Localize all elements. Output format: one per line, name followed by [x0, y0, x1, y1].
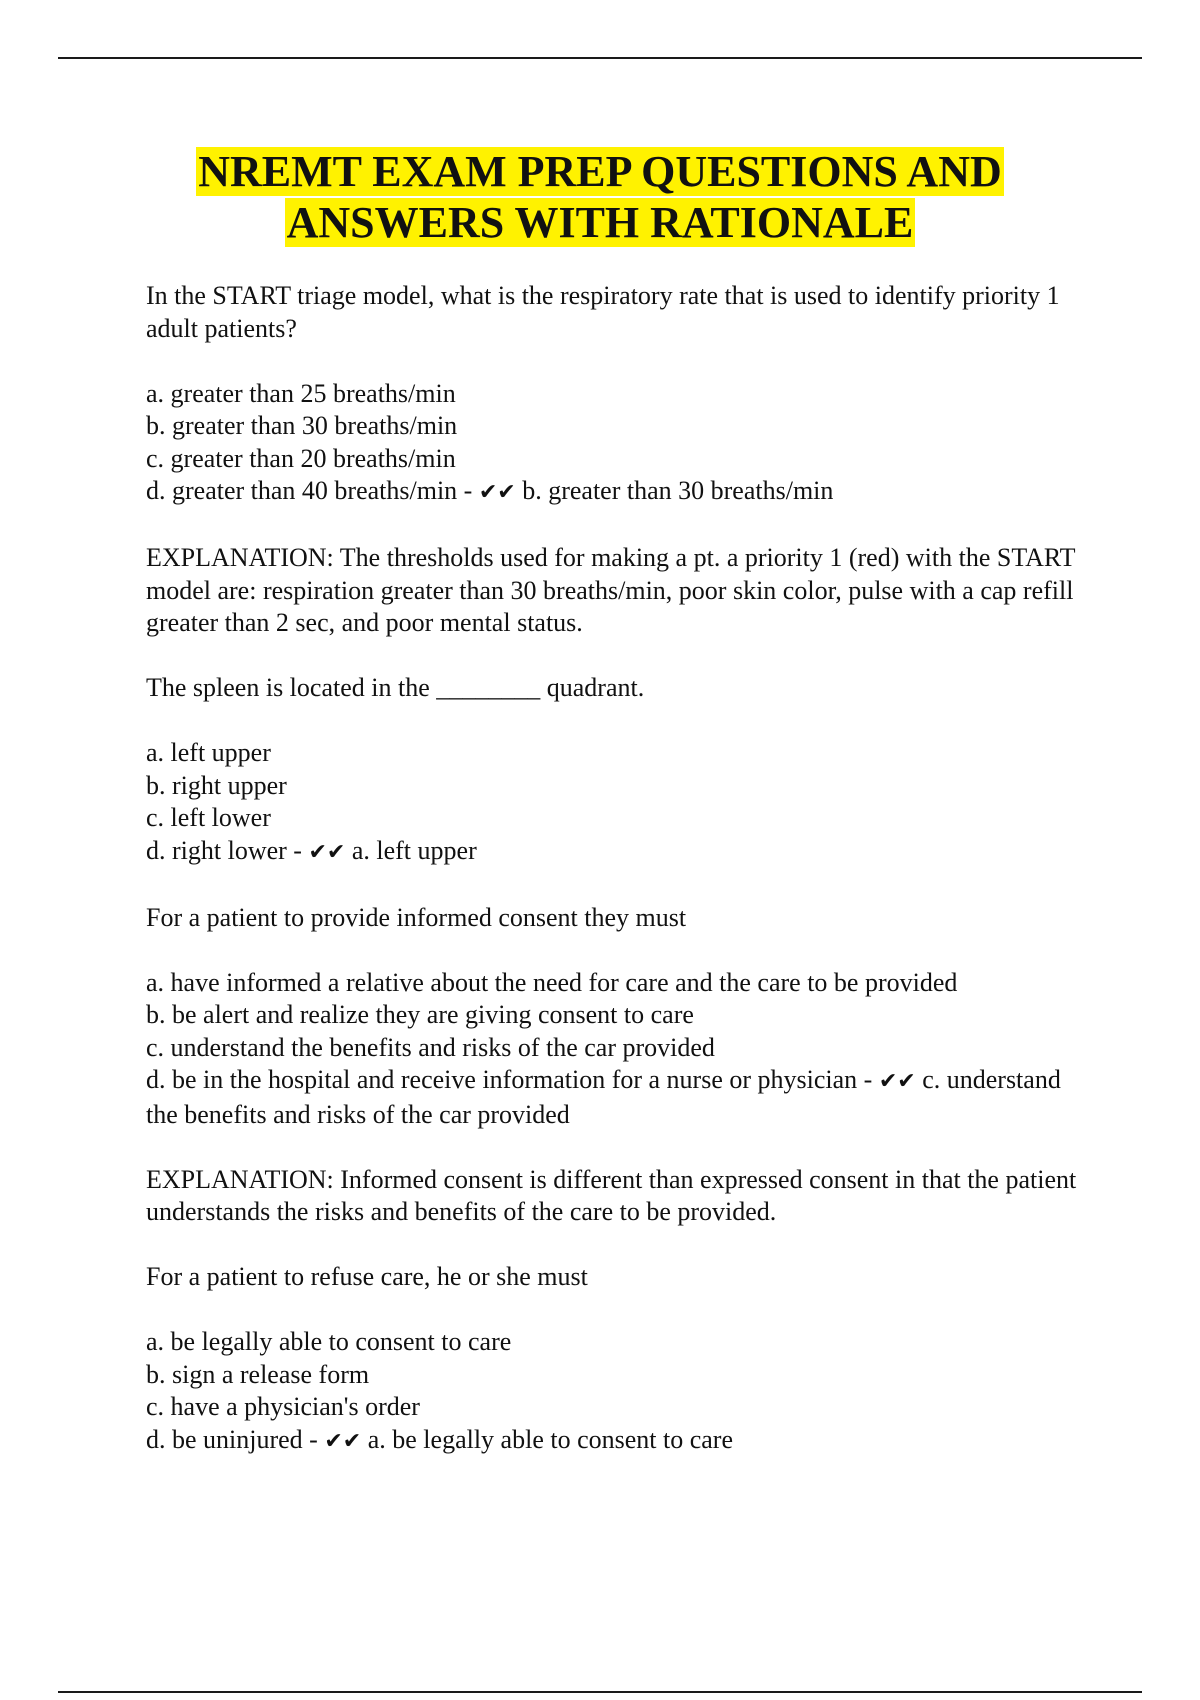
document-body: [146, 280, 1086, 1491]
check-mark-icon: ✔✔: [478, 480, 516, 505]
question-1-explanation: EXPLANATION: The thresholds used for making a pt. a priority 1 (red) with the START model are: respiration greater than 30 breaths/min, poor skin color, pulse with a cap refill greater than 2 sec, and poor mental status.: [146, 543, 1076, 637]
question-3-option-a: a. have informed a relative about the need for care and the care to be provided: [146, 967, 958, 997]
question-1: In the START triage model, what is the respiratory rate that is used to identify priority 1 adult patients?: [146, 281, 1060, 343]
question-3-answer: c. understand the benefits and risks of the car provided: [146, 1065, 1061, 1129]
title-line-1: NREMT EXAM PREP QUESTIONS AND: [198, 147, 1002, 196]
question-1-option-c: c. greater than 20 breaths/min: [146, 443, 456, 473]
question-1-option-d: d. greater than 40 breaths/min -: [146, 476, 473, 505]
question-4-option-b: b. sign a release form: [146, 1359, 370, 1389]
question-4: For a patient to refuse care, he or she must: [146, 1262, 588, 1291]
question-3-option-d: d. be in the hospital and receive information for a nurse or physician -: [146, 1065, 873, 1094]
question-3-option-b: b. be alert and realize they are giving consent to care: [146, 1000, 694, 1029]
title-line-2: ANSWERS WITH RATIONALE: [286, 198, 914, 247]
question-1-option-d-with-answer: [146, 475, 1086, 510]
question-2-option-a: a. left upper: [146, 738, 271, 767]
question-3-explanation: EXPLANATION: Informed consent is different than expressed consent in that the patient understands the risks and benefits of the care to be provided.: [146, 1164, 1077, 1226]
check-mark-icon: ✔✔: [308, 839, 346, 865]
question-3-option-c: c. understand the benefits and risks of the car provided: [146, 1032, 715, 1062]
question-1-option-b: b. greater than 30 breaths/min: [146, 411, 458, 440]
question-1-option-a: a. greater than 25 breaths/min: [146, 378, 456, 408]
question-2-option-d: d. right lower -: [146, 835, 302, 865]
question-2-option-b: b. right upper: [146, 770, 287, 800]
check-mark-icon: ✔✔: [878, 1069, 916, 1094]
question-4-option-d-with-answer: [146, 1424, 1086, 1459]
question-1-answer: b. greater than 30 breaths/min: [522, 476, 834, 505]
question-4-option-a: a. be legally able to consent to care: [146, 1327, 512, 1356]
bottom-divider: [58, 1691, 1142, 1693]
question-2-option-c: c. left lower: [146, 803, 271, 832]
question-3: For a patient to provide informed consent they must: [146, 902, 687, 932]
document-title: [0, 146, 1200, 248]
question-2-answer: a. left upper: [351, 835, 477, 865]
question-3-option-d-with-answer: [146, 1064, 1086, 1131]
top-divider: [58, 57, 1142, 59]
check-mark-icon: ✔✔: [324, 1428, 362, 1454]
question-4-option-d: d. be uninjured -: [146, 1424, 318, 1454]
question-2-option-d-with-answer: [146, 835, 1086, 870]
question-4-option-c: c. have a physician's order: [146, 1392, 420, 1421]
question-4-answer: a. be legally able to consent to care: [367, 1424, 734, 1454]
question-2: The spleen is located in the ________ quadrant.: [146, 673, 645, 702]
